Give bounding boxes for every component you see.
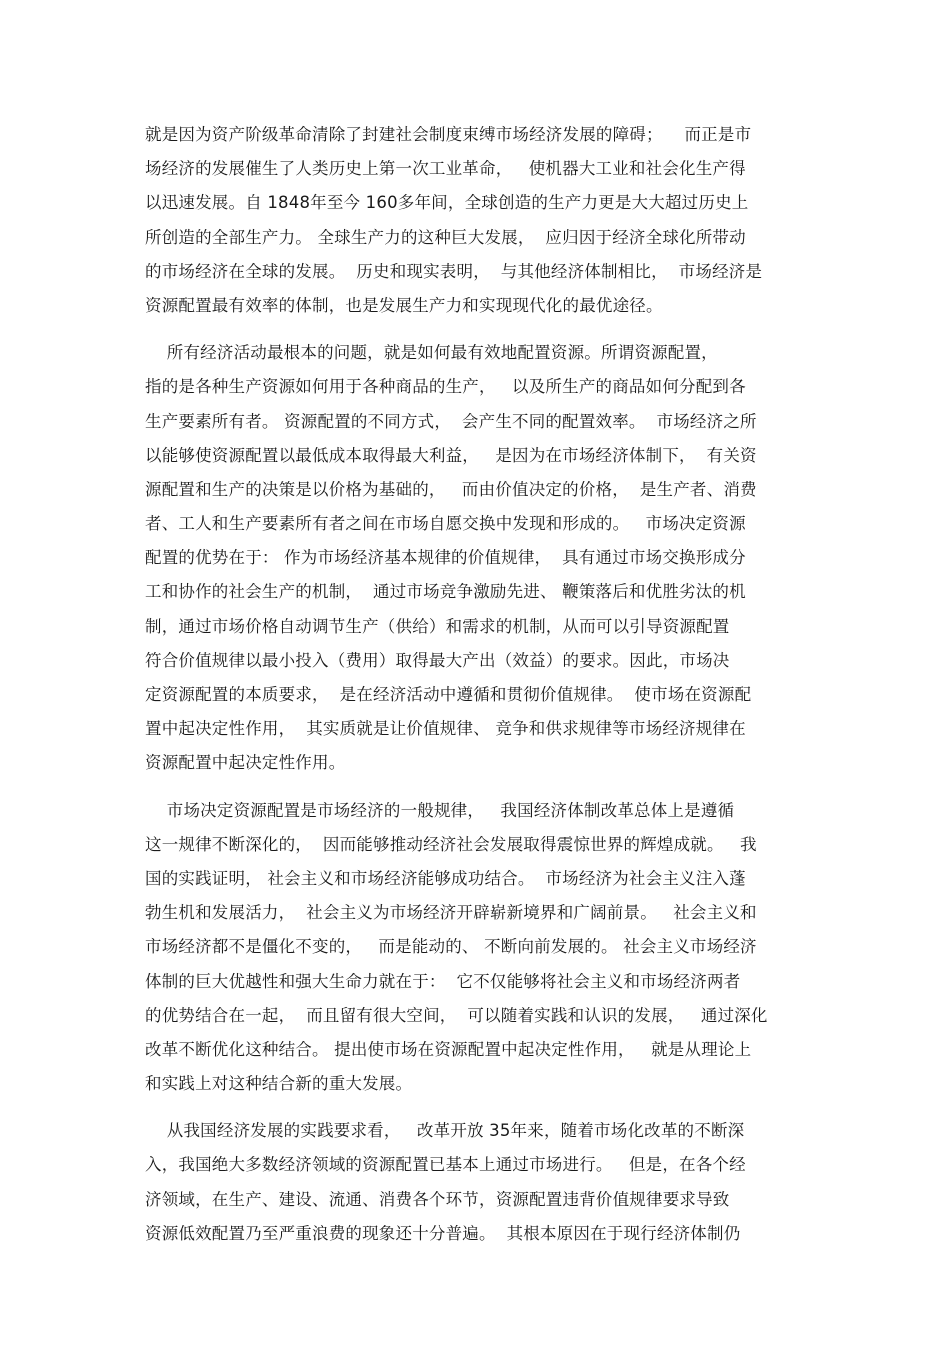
text-line: 的市场经济在全球的发展。 历史和现实表明， 与其他经济体制相比， 市场经济是 (145, 261, 763, 281)
text-line: 市场决定资源配置是市场经济的一般规律， 我国经济体制改革总体上是遵循 (145, 800, 735, 820)
paragraph-2 (145, 336, 810, 780)
text-line: 市场经济都不是僵化不变的， 而是能动的、 不断向前发展的。 社会主义市场经济 (145, 937, 757, 957)
text-line: 资源低效配置乃至严重浪费的现象还十分普遍。 其根本原因在于现行经济体制仍 (145, 1223, 741, 1243)
paragraph-4 (145, 1114, 810, 1251)
text-line: 者、工人和生产要素所有者之间在市场自愿交换中发现和形成的。 市场决定资源 (145, 514, 746, 534)
text-line: 生产要素所有者。 资源配置的不同方式， 会产生不同的配置效率。 市场经济之所 (145, 411, 757, 431)
text-line: 改革不断优化这种结合。 提出使市场在资源配置中起决定性作用， 就是从理论上 (145, 1039, 752, 1059)
text-line: 勃生机和发展活力， 社会主义为市场经济开辟崭新境界和广阔前景。 社会主义和 (145, 903, 757, 923)
text-line: 所有经济活动最根本的问题，就是如何最有效地配置资源。所谓资源配置， (145, 343, 718, 363)
text-line: 从我国经济发展的实践要求看， 改革开放 35年来，随着市场化改革的不断深 (145, 1121, 745, 1141)
text-line: 所创造的全部生产力。 全球生产力的这种巨大发展， 应归因于经济全球化所带动 (145, 227, 746, 247)
text-line: 的优势结合在一起， 而且留有很大空间， 可以随着实践和认识的发展， 通过深化 (145, 1005, 768, 1025)
text-line: 资源配置最有效率的体制，也是发展生产力和实现现代化的最优途径。 (145, 295, 663, 315)
document-body (145, 118, 810, 1264)
text-line: 工和协作的社会生产的机制， 通过市场竞争激励先进、 鞭策落后和优胜劣汰的机 (145, 582, 746, 602)
text-line: 场经济的发展催生了人类历史上第一次工业革命， 使机器大工业和社会化生产得 (145, 159, 746, 179)
text-line: 就是因为资产阶级革命清除了封建社会制度束缚市场经济发展的障碍； 而正是市 (145, 125, 752, 144)
text-line: 配置的优势在于： 作为市场经济基本规律的价值规律， 具有通过市场交换形成分 (145, 548, 746, 568)
paragraph-1 (145, 118, 810, 323)
text-line: 济领域，在生产、建设、流通、消费各个环节，资源配置违背价值规律要求导致 (145, 1189, 730, 1209)
paragraph-3 (145, 794, 810, 1102)
text-line: 定资源配置的本质要求， 是在经济活动中遵循和贯彻价值规律。 使市场在资源配 (145, 685, 752, 704)
text-line: 这一规律不断深化的， 因而能够推动经济社会发展取得震惊世界的辉煌成就。 我 (145, 834, 757, 854)
text-line: 指的是各种生产资源如何用于各种商品的生产， 以及所生产的商品如何分配到各 (145, 377, 746, 397)
text-line: 和实践上对这种结合新的重大发展。 (145, 1074, 413, 1094)
text-line: 入，我国绝大多数经济领域的资源配置已基本上通过市场进行。 但是，在各个经 (145, 1155, 746, 1175)
text-line: 制，通过市场价格自动调节生产（供给）和需求的机制，从而可以引导资源配置 (145, 616, 730, 636)
text-line: 源配置和生产的决策是以价格为基础的， 而由价值决定的价格， 是生产者、消费 (145, 479, 757, 499)
text-line: 资源配置中起决定性作用。 (145, 753, 346, 773)
text-line: 国的实践证明， 社会主义和市场经济能够成功结合。 市场经济为社会主义注入蓬 (145, 868, 746, 888)
text-line: 以迅速发展。自 1848年至今 160多年间，全球创造的生产力更是大大超过历史上 (145, 193, 749, 213)
text-line: 以能够使资源配置以最低成本取得最大利益， 是因为在市场经济体制下， 有关资 (145, 445, 757, 465)
text-line: 置中起决定性作用， 其实质就是让价值规律、 竞争和供求规律等市场经济规律在 (145, 719, 746, 739)
text-line: 体制的巨大优越性和强大生命力就在于： 它不仅能够将社会主义和市场经济两者 (145, 971, 741, 991)
text-line: 符合价值规律以最小投入（费用）取得最大产出（效益）的要求。因此，市场决 (145, 650, 730, 670)
